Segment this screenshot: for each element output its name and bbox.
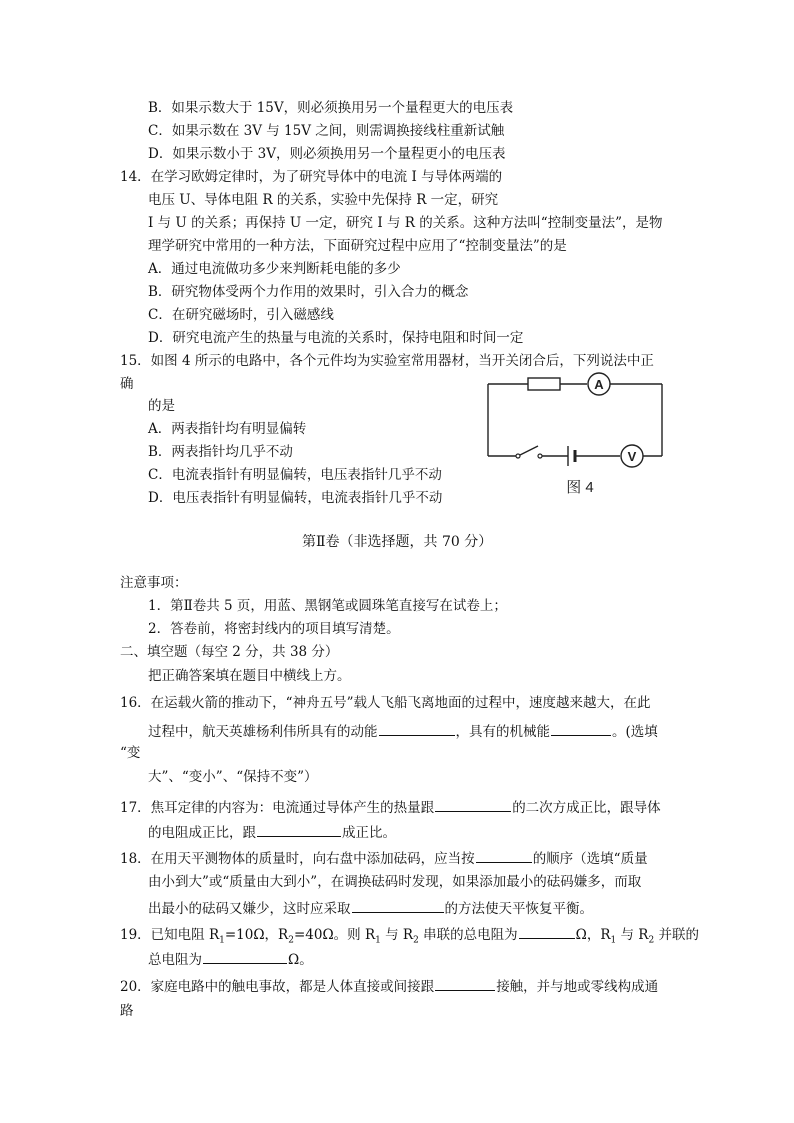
- notes-heading: 注意事项：: [120, 575, 188, 591]
- q17-line1: [120, 797, 661, 817]
- q14-stem-line4: 理学研究中常用的一种方法，下面研究过程中应用了“控制变量法”的是: [148, 238, 567, 254]
- q18-text-b: 的顺序（选填“质量: [532, 851, 648, 867]
- q19-blank-1[interactable]: [519, 924, 575, 939]
- q19-text-j: Ω。: [288, 952, 313, 968]
- q18-blank-2[interactable]: [352, 898, 444, 913]
- q16-text-c: 。(选填: [612, 724, 658, 740]
- notes-item-2: 2．答卷前，将密封线内的项目填写清楚。: [148, 621, 400, 637]
- q16-text-b: ，具有的机械能: [455, 724, 550, 740]
- q20-text-b: 接触，并与地或零线构成通: [496, 979, 659, 995]
- q19-text-i: 总电阻为: [148, 952, 202, 968]
- section2-heading: 二、填空题（每空 2 分，共 38 分）: [120, 644, 339, 660]
- q15-option-d: D．电压表指针有明显偏转，电流表指针几乎不动: [148, 490, 443, 506]
- q14-stem-line1: 14．在学习欧姆定律时，为了研究导体中的电流 I 与导体两端的: [120, 169, 503, 185]
- q19-blank-2[interactable]: [203, 949, 287, 964]
- q19-line2: [148, 949, 313, 969]
- q14-stem-line3: I 与 U 的关系；再保持 U 一定，研究 I 与 R 的关系。这种方法叫“控制变量法”，是物: [148, 215, 663, 231]
- q17-text-d: 成正比。: [342, 825, 396, 841]
- q19-sub-1: 1: [219, 935, 225, 946]
- q19-text-e: 串联的总电阻为: [418, 927, 518, 943]
- q16-line3: “变: [120, 745, 141, 761]
- q15-stem-line1: 15．如图 4 所示的电路中，各个元件均为实验室常用器材，当开关闭合后，下列说法中正: [120, 353, 654, 369]
- q19-text-d: 与 R: [380, 927, 414, 943]
- q19-text-f: Ω，R: [575, 927, 611, 943]
- q19-text-c: =40Ω。则 R: [293, 927, 376, 943]
- switch-blade: [518, 446, 538, 456]
- q20-line1: [120, 976, 658, 996]
- q17-text-c: 的电阻成正比，跟: [148, 825, 256, 841]
- q17-blank-1[interactable]: [435, 797, 511, 812]
- ammeter-label: A: [594, 377, 604, 392]
- q19-text-h: 并联的: [654, 927, 699, 943]
- q18-line1: [120, 848, 648, 868]
- q16-text-a: 过程中，航天英雄杨利伟所具有的动能: [148, 724, 378, 740]
- q13-option-d: D．如果示数小于 3V，则必须换用另一个量程更小的电压表: [148, 146, 506, 162]
- q20-line2: 路: [120, 1003, 134, 1019]
- notes-item-1: 1．第Ⅱ卷共 5 页，用蓝、黑钢笔或圆珠笔直接写在试卷上；: [148, 598, 507, 614]
- q13-option-c: C．如果示数在 3V 与 15V 之间，则需调换接线柱重新试触: [148, 123, 505, 139]
- q16-blank-1[interactable]: [379, 721, 455, 736]
- switch-contact: [538, 454, 542, 458]
- q19-text-a: 19．已知电阻 R: [120, 927, 220, 943]
- q15-option-a: A．两表指针均有明显偏转: [148, 421, 307, 437]
- q20-blank-1[interactable]: [435, 976, 495, 991]
- q19-sub-5: 1: [610, 935, 617, 946]
- q14-option-a: A．通过电流做功多少来判断耗电能的多少: [148, 261, 401, 277]
- q15-option-c: C．电流表指针有明显偏转，电压表指针几乎不动: [148, 467, 442, 483]
- q18-text-a: 18．在用天平测物体的质量时，向右盘中添加砝码，应当按: [120, 851, 475, 867]
- q19-text-g: 与 R: [616, 927, 649, 943]
- resistor-symbol: [528, 378, 560, 390]
- q14-stem-line2: 电压 U、导体电阻 R 的关系，实验中先保持 R 一定，研究: [148, 192, 499, 208]
- q16-line4: 大”、“变小”、“保持不变”）: [148, 769, 318, 785]
- q16-blank-2[interactable]: [551, 721, 611, 736]
- q18-text-c: 出最小的砝码又嫌少，这时应采取: [148, 901, 351, 917]
- q18-line2: 由小到大”或“质量由大到小”，在调换砝码时发现，如果添加最小的砝码嫌多，而取: [148, 874, 642, 890]
- q14-option-d: D．研究电流产生的热量与电流的关系时，保持电阻和时间一定: [148, 330, 524, 346]
- q19-sub-2: 2: [288, 935, 294, 946]
- circuit-figure-4: [480, 372, 680, 502]
- q18-text-d: 的方法使天平恢复平衡。: [444, 901, 593, 917]
- figure-caption: 图 4: [566, 479, 594, 496]
- q19-sub-4: 2: [413, 935, 419, 946]
- q17-blank-2[interactable]: [257, 822, 341, 837]
- q18-blank-1[interactable]: [476, 848, 532, 863]
- switch-pivot: [516, 454, 520, 458]
- q15-option-b: B．两表指针均几乎不动: [148, 444, 293, 460]
- q16-line2: [148, 721, 658, 741]
- q14-option-c: C．在研究磁场时，引入磁感线: [148, 307, 334, 323]
- q19-sub-6: 2: [648, 935, 655, 946]
- q17-text-a: 17．焦耳定律的内容为：电流通过导体产生的热量跟: [120, 800, 435, 816]
- part2-title: 第Ⅱ卷（非选择题，共 70 分）: [302, 534, 493, 550]
- q19-text-b: =10Ω，R: [224, 927, 289, 943]
- q15-stem-line1b: 确: [120, 376, 134, 392]
- q17-line2: [148, 822, 396, 842]
- q19-line1: [120, 924, 699, 950]
- q20-text-a: 20．家庭电路中的触电事故，都是人体直接或间接跟: [120, 979, 435, 995]
- q17-text-b: 的二次方成正比，跟导体: [512, 800, 661, 816]
- q13-option-b: B．如果示数大于 15V，则必须换用另一个量程更大的电压表: [148, 100, 514, 116]
- q15-stem-line2: 的是: [148, 398, 175, 414]
- q16-line1: 16．在运载火箭的推动下，“神舟五号”载人飞船飞离地面的过程中，速度越来越大，在此: [120, 695, 651, 711]
- section2-instruction: 把正确答案填在题目中横线上方。: [148, 668, 351, 684]
- voltmeter-label: V: [627, 449, 637, 464]
- q14-option-b: B．研究物体受两个力作用的效果时，引入合力的概念: [148, 284, 469, 300]
- q19-sub-3: 1: [375, 935, 381, 946]
- q18-line3: [148, 898, 593, 918]
